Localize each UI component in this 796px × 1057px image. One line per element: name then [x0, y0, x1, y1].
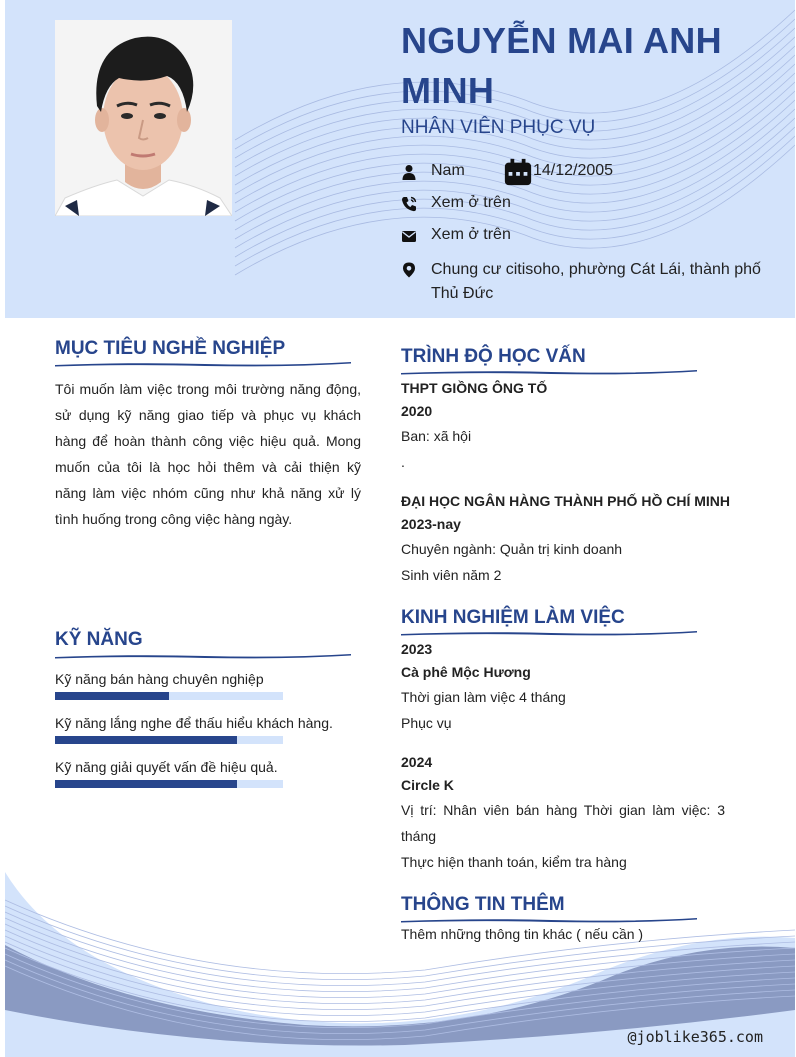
experience-detail: Vị trí: Nhân viên bán hàng Thời gian làm việc: 3 tháng	[401, 802, 725, 844]
envelope-icon	[401, 226, 431, 246]
objective-heading: MỤC TIÊU NGHỀ NGHIỆP	[55, 338, 286, 359]
school-name: ĐẠI HỌC NGÂN HÀNG THÀNH PHỐ HỒ CHÍ MINH	[401, 493, 730, 509]
skill-label: Kỹ năng lắng nghe để thấu hiểu khách hàng.	[55, 715, 333, 731]
skill-label: Kỹ năng bán hàng chuyên nghiệp	[55, 671, 264, 687]
company-name: Circle K	[401, 777, 454, 793]
education-detail: Ban: xã hội	[401, 428, 472, 444]
candidate-name: NGUYỄN MAI ANH MINH	[401, 20, 722, 111]
education-detail: Chuyên ngành: Quản trị kinh doanh	[401, 541, 623, 557]
watermark-text: @joblike365.com	[627, 1028, 763, 1046]
dob-row	[503, 162, 613, 182]
email-row	[401, 226, 511, 246]
cv-page	[5, 0, 795, 1057]
education-period: 2020	[401, 403, 433, 419]
education-item	[401, 377, 725, 475]
education-heading: TRÌNH ĐỘ HỌC VẤN	[401, 346, 586, 367]
skills-underline	[55, 652, 351, 660]
skill-bar-fill	[55, 780, 237, 788]
gender-row	[401, 162, 465, 182]
extra-underline	[401, 916, 697, 924]
job-title: NHÂN VIÊN PHỤC VỤ	[401, 117, 596, 138]
calendar-icon	[503, 162, 533, 182]
skills-heading: KỸ NĂNG	[55, 629, 143, 650]
experience-underline	[401, 629, 697, 637]
experience-item	[401, 751, 725, 875]
extra-text: Thêm những thông tin khác ( nếu cần )	[401, 926, 644, 942]
experience-item	[401, 638, 725, 736]
education-detail: Sinh viên năm 2	[401, 567, 502, 583]
skill-bar	[55, 736, 283, 744]
map-pin-icon	[401, 260, 431, 280]
address-row	[401, 258, 771, 306]
email-value: Xem ở trên	[431, 226, 511, 243]
skill-bar-fill	[55, 736, 237, 744]
objective-text: Tôi muốn làm việc trong môi trường năng động, sử dụng kỹ năng giao tiếp và phục vụ khách hàng để hoàn thành công việc hiệu quả. Mong muốn của tôi là học hỏi thêm và cải thiện kỹ năng làm việc nhóm cũng như khả năng xử lý tình huống trong công việc hàng ngày.	[55, 381, 361, 527]
phone-row	[401, 194, 511, 214]
dob-value: 14/12/2005	[533, 162, 614, 179]
education-underline	[401, 368, 697, 376]
company-name: Cà phê Mộc Hương	[401, 664, 531, 680]
experience-year: 2023	[401, 641, 433, 657]
skill-bar-fill	[55, 692, 169, 700]
skill-bar	[55, 780, 283, 788]
experience-detail: Thực hiện thanh toán, kiểm tra hàng	[401, 854, 627, 870]
education-detail: .	[401, 454, 405, 470]
user-icon	[401, 162, 431, 182]
phone-value: Xem ở trên	[431, 194, 511, 211]
gender-value: Nam	[431, 162, 465, 179]
experience-detail: Phục vụ	[401, 715, 452, 731]
extra-heading: THÔNG TIN THÊM	[401, 894, 565, 915]
address-value: Chung cư citisoho, phường Cát Lái, thành phố Thủ Đức	[431, 261, 761, 302]
objective-underline	[55, 360, 351, 368]
school-name: THPT GIỒNG ÔNG TỐ	[401, 380, 548, 396]
phone-icon	[401, 194, 431, 214]
experience-year: 2024	[401, 754, 433, 770]
education-period: 2023-nay	[401, 516, 461, 532]
education-item	[401, 490, 731, 588]
experience-detail: Thời gian làm việc 4 tháng	[401, 689, 566, 705]
skill-bar	[55, 692, 283, 700]
experience-heading: KINH NGHIỆM LÀM VIỆC	[401, 607, 625, 628]
profile-photo	[55, 20, 232, 216]
skill-label: Kỹ năng giải quyết vấn đề hiệu quả.	[55, 759, 278, 775]
